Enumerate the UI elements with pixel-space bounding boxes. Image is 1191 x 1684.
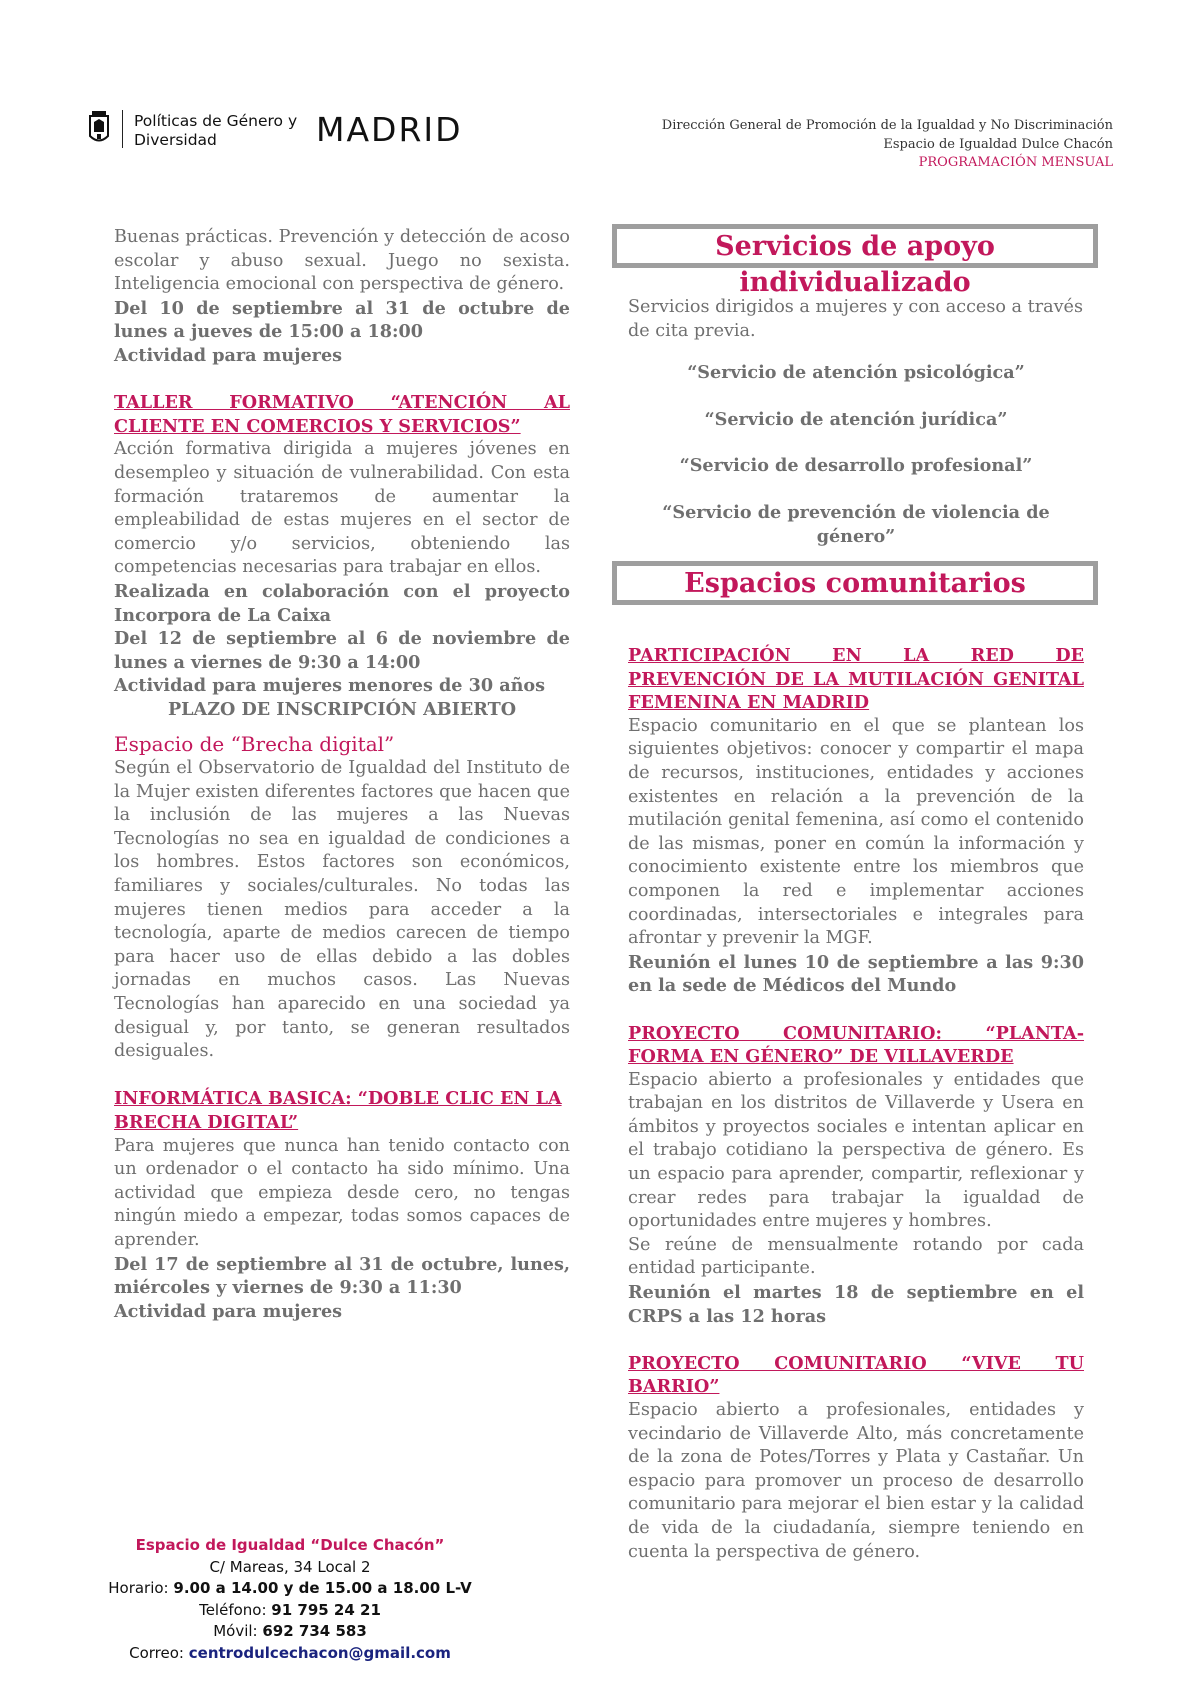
header-direction: Dirección General de Promoción de la Igualdad y No Discriminación [661, 118, 1113, 133]
espacios-heading: Espacios comunitarios [612, 561, 1098, 605]
contact-footer [90, 1535, 490, 1664]
vive-title: PROYECTO COMUNITARIO “VIVE TU BARRIO” [628, 1352, 1084, 1398]
footer-correo [90, 1643, 490, 1665]
movil-value: 692 734 583 [262, 1622, 367, 1640]
header-space-name: Espacio de Igualdad Dulce Chacón [883, 136, 1113, 152]
informatica-dates: Del 17 de septiembre al 31 de octubre, lunes, miércoles y viernes de 9:30 a 11:30 [114, 1253, 570, 1299]
service-item: “Servicio de atención jurídica” [704, 408, 1008, 430]
footer-horario [90, 1578, 490, 1600]
header-programacion: PROGRAMACIÓN MENSUAL [918, 155, 1113, 170]
telefono-label: Teléfono: [199, 1600, 272, 1619]
footer-telefono [90, 1600, 490, 1622]
taller-dates: Del 12 de septiembre al 6 de noviembre de lunes a viernes de 9:30 a 14:00 [114, 628, 570, 673]
planta-meeting: Reunión el martes 18 de septiembre en el CRPS a las 12 horas [628, 1282, 1084, 1327]
intro-dates: Del 10 de septiembre al 31 de octubre de lunes a jueves de 15:00 a 18:00 [114, 297, 570, 343]
service-item: “Servicio de atención psicológica” [687, 362, 1025, 384]
horario-label: Horario: [108, 1579, 174, 1597]
intro-audience: Actividad para mujeres [114, 344, 343, 366]
servicios-block [628, 296, 1084, 548]
logo-divider [122, 110, 123, 148]
taller-title: TALLER FORMATIVO “ATENCIÓN AL CLIENTE EN COMERCIOS Y SERVICIOS” [114, 392, 570, 437]
left-column [114, 226, 570, 1323]
taller-collab: Realizada en colaboración con el proyecto Incorpora de La Caixa [114, 580, 570, 626]
servicios-intro: Servicios dirigidos a mujeres y con acceso a través de cita previa. [628, 297, 1083, 341]
informatica-audience: Actividad para mujeres [114, 1300, 343, 1322]
taller-plazo: PLAZO DE INSCRIPCIÓN ABIERTO [167, 698, 517, 720]
taller-desc: Acción formativa dirigida a mujeres jóvenes en desempleo y situación de vulnerabilidad. Con esta formación trataremos de aumentar la empleabilidad de estas mujeres en el sector de comercio y/o servicios, obteniendo las competencias necesarias para trabajar en ellos. [114, 439, 570, 578]
madrid-wordmark: MADRID [316, 110, 463, 149]
brecha-title: Espacio de “Brecha digital” [114, 732, 395, 757]
servicios-heading: Servicios de apoyo individualizado [612, 224, 1098, 268]
correo-label: Correo: [129, 1643, 189, 1662]
header-right [662, 117, 1113, 173]
planta-desc2: Se reúne de mensualmente rotando por cada entidad participante. [628, 1234, 1084, 1279]
planta-desc: Espacio abierto a profesionales y entidades que trabajan en los distritos de Villaverde y Usera en ámbitos y proyectos sociales e intentan aplicar en el trabajo cotidiano la perspectiva de género. Es un espacio para aprender, compartir, reflexionar y crear redes para trabajar la igualdad de oportunidades entre mujeres y hombres. [628, 1069, 1084, 1232]
taller-audience: Actividad para mujeres menores de 30 años [114, 675, 546, 697]
vive-desc: Espacio abierto a profesionales, entidades y vecindario de Villaverde Alto, más concretamente de la zona de Potes/Torres y Plata y Castañar. Un espacio para promover un proceso de desarrollo comunitario para mejorar el bien estar y la calidad de vida de la ciudadanía, siempre teniendo en cuenta la perspectiva de género. [628, 1400, 1084, 1562]
movil-label: Móvil: [213, 1622, 263, 1640]
brand-line2: Diversidad [134, 131, 217, 149]
service-item: “Servicio de desarrollo profesional” [679, 455, 1033, 477]
brecha-desc: Según el Observatorio de Igualdad del Instituto de la Mujer existen diferentes factores que hacen que la inclusión de las mujeres a las Nuevas Tecnologías no sea en igualdad de condiciones a los hombres. Estos factores son económicos, familiares y sociales/culturales. No todas las mujeres tienen medios para acceder a la tecnología, aparte de medios carecen de tiempo para hacer uso de ellas debido a las dobles jornadas en muchos casos. Las Nuevas Tecnologías han aparecido en una sociedad ya desigual y, por tanto, se generan resultados desiguales. [114, 758, 570, 1062]
informatica-desc: Para mujeres que nunca han tenido contacto con un ordenador o el contacto ha sido mínimo. Una actividad que empieza desde cero, no tengas ningún miedo a empezar, todas somos capaces de aprender. [114, 1135, 570, 1250]
brand-logo [88, 108, 488, 152]
mgf-title: PARTICIPACIÓN EN LA RED DE PREVENCIÓN DE LA MUTILACIÓN GENITAL FEMENINA EN MADRID [628, 645, 1084, 714]
espacios-block [628, 644, 1084, 1564]
email-link[interactable]: centrodulcechacon@gmail.com [188, 1643, 451, 1662]
horario-value: 9.00 a 14.00 y de 15.00 a 18.00 L-V [173, 1579, 472, 1597]
intro-text: Buenas prácticas. Prevención y detección de acoso escolar y abuso sexual. Juego no sexista. Inteligencia emocional con perspectiva de género. [114, 227, 570, 295]
planta-title: PROYECTO COMUNITARIO: “PLANTA-FORMA EN GÉNERO” DE VILLAVERDE [628, 1022, 1084, 1068]
mgf-meeting: Reunión el lunes 10 de septiembre a las 9:30 en la sede de Médicos del Mundo [628, 951, 1084, 997]
informatica-title: INFORMÁTICA BASICA: “DOBLE CLIC EN LA BRECHA DIGITAL” [114, 1088, 562, 1133]
footer-movil [90, 1621, 490, 1643]
footer-name: Espacio de Igualdad “Dulce Chacón” [135, 1536, 445, 1554]
madrid-crest-icon [88, 110, 110, 146]
telefono-value: 91 795 24 21 [271, 1600, 381, 1619]
footer-address: C/ Mareas, 34 Local 2 [209, 1557, 371, 1576]
mgf-desc: Espacio comunitario en el que se plantean los siguientes objetivos: conocer y compartir el mapa de recursos, instituciones, entidades y acciones existentes en relación a la prevención de la mutilación genital femenina, así como el contenido de las mismas, poner en común la información y conocimiento existente entre los miembros que componen la red e implementar acciones coordinadas, intersectoriales e integrales para afrontar y prevenir la MGF. [628, 715, 1084, 949]
brand-line1: Políticas de Género y [134, 112, 298, 130]
service-item: “Servicio de prevención de violencia de género” [662, 501, 1050, 547]
